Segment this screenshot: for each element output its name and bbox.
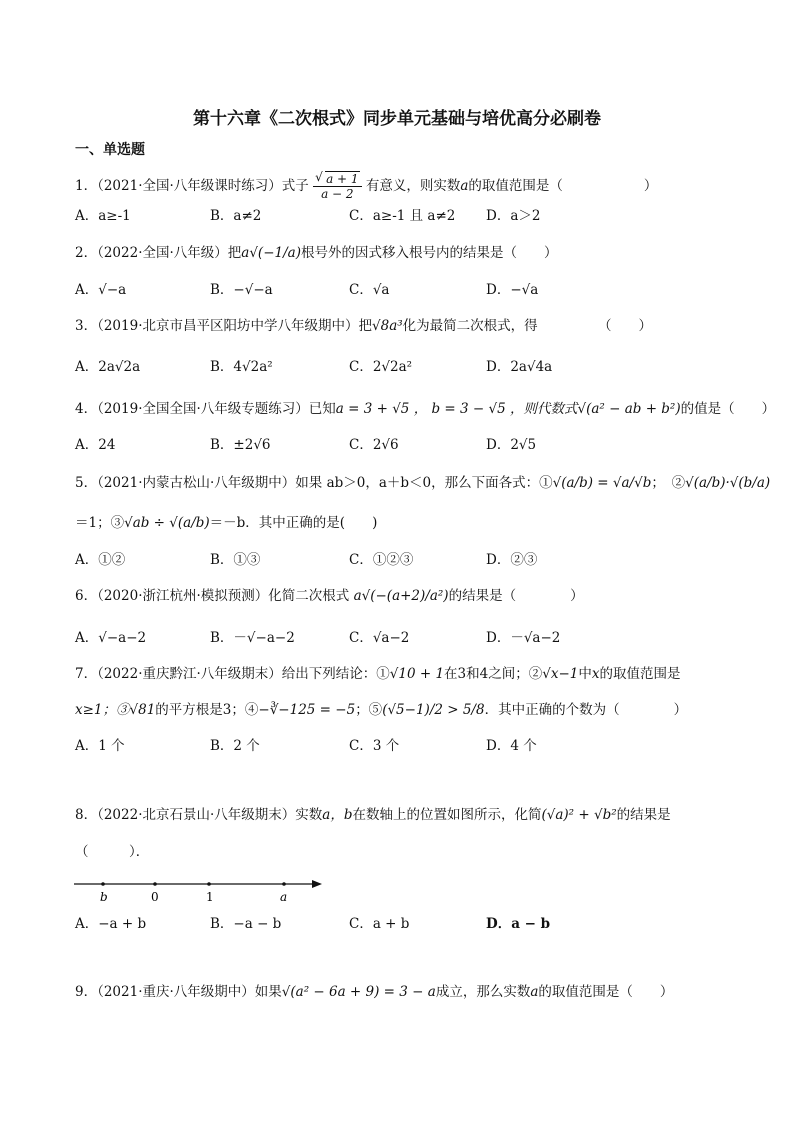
point-one bbox=[207, 882, 211, 886]
q4-expression: √(a² − ab + b²) bbox=[577, 401, 681, 417]
q9-expression: √(a² − 6a + 9) = 3 − a bbox=[281, 984, 436, 1000]
q7-option-c[interactable]: C．3 个 bbox=[349, 738, 400, 754]
q4-option-c[interactable]: C．2√6 bbox=[349, 437, 399, 453]
q1-option-a[interactable]: A．a≥-1 bbox=[75, 208, 131, 224]
question-5-line-2: ＝1；③√ab ÷ √(a/b)＝－b．其中正确的是( ) bbox=[75, 515, 378, 531]
question-5: 5．（2021·内蒙古松山·八年级期中）如果 ab＞0，a＋b＜0，那么下面各式：①√(a/b) = √a/√b； ②√(a/b)·√(b/a) bbox=[75, 475, 771, 491]
point-b bbox=[101, 882, 105, 886]
q2-expression: a√(−1/a) bbox=[241, 245, 301, 261]
section-heading: 一、单选题 bbox=[75, 142, 145, 158]
question-4: 4．（2019·全国全国·八年级专题练习）已知a = 3 + √5 ， b = 3 − √5 ，则代数式√(a² − ab + b²)的值是（ ） bbox=[75, 401, 776, 417]
question-8: 8．（2022·北京石景山·八年级期末）实数a，b在数轴上的位置如图所示，化简(√a)² + √b²的结果是 bbox=[75, 807, 671, 823]
page-title: 第十六章《二次根式》同步单元基础与培优高分必刷卷 bbox=[193, 109, 601, 129]
q2-option-a[interactable]: A．√−a bbox=[75, 282, 127, 298]
label-b: b bbox=[100, 890, 108, 904]
q6-option-a[interactable]: A．√−a−2 bbox=[75, 630, 147, 646]
q1-fraction: √ $\frac{a + 1}{a - 2}$ bbox=[313, 172, 361, 201]
q3-option-a[interactable]: A．2a√2a bbox=[75, 359, 141, 375]
question-2: 2．（2022·全国·八年级）把a√(−1/a)根号外的因式移入根号内的结果是（ ） bbox=[75, 245, 558, 261]
q1-option-d[interactable]: D．a＞2 bbox=[486, 208, 541, 224]
q4-option-d[interactable]: D．2√5 bbox=[486, 437, 537, 453]
q3-expression: √8a³ bbox=[372, 318, 403, 334]
q8-option-c[interactable]: C．a + b bbox=[349, 916, 410, 932]
q1-option-c[interactable]: C．a≥-1 且 a≠2 bbox=[349, 208, 456, 224]
q8-answer-paren: （ ）． bbox=[75, 844, 150, 860]
q3-answer-paren: （ ） bbox=[598, 318, 652, 334]
q4-option-b[interactable]: B．±2√6 bbox=[210, 437, 271, 453]
q8-option-a[interactable]: A．−a + b bbox=[75, 916, 147, 932]
question-9: 9．（2021·重庆·八年级期中）如果√(a² − 6a + 9) = 3 − a成立，那么实数a的取值范围是（ ） bbox=[75, 984, 674, 1000]
q7-option-b[interactable]: B．2 个 bbox=[210, 738, 260, 754]
q6-option-c[interactable]: C．√a−2 bbox=[349, 630, 410, 646]
label-one: 1 bbox=[206, 890, 214, 904]
q3-option-b[interactable]: B．4√2a² bbox=[210, 359, 273, 375]
q4-option-a[interactable]: A．24 bbox=[75, 437, 116, 453]
q5-option-b[interactable]: B．①③ bbox=[210, 552, 261, 568]
q5-option-a[interactable]: A．①② bbox=[75, 552, 126, 568]
question-3: 3．（2019·北京市昌平区阳坊中学八年级期中）把√8a³化为最简二次根式，得 bbox=[75, 318, 538, 334]
q6-option-b[interactable]: B．－√−a−2 bbox=[210, 630, 295, 646]
point-zero bbox=[153, 882, 157, 886]
q6-option-d[interactable]: D．－√a−2 bbox=[486, 630, 561, 646]
q7-option-d[interactable]: D．4 个 bbox=[486, 738, 537, 754]
question-6: 6．（2020·浙江杭州·模拟预测）化简二次根式 a√(−(a+2)/a²)的结果是（ ） bbox=[75, 588, 584, 604]
q6-expression: a√(−(a+2)/a²) bbox=[353, 588, 449, 604]
question-7-line-2: x≥1；③√81的平方根是3；④−∛−125 = −5；⑤(√5−1)/2 > 5/8．其中正确的个数为（ ） bbox=[75, 702, 688, 718]
q2-option-c[interactable]: C．√a bbox=[349, 282, 390, 298]
question-7: 7．（2022·重庆黔江·八年级期末）给出下列结论：①√10 + 1在3和4之间；②√x−1中x的取值范围是 bbox=[75, 666, 681, 682]
q2-option-b[interactable]: B．−√−a bbox=[210, 282, 273, 298]
question-1: 1．（2021·全国·八年级课时练习）式子 √ $\frac{a + 1}{a - 2}$ 有意义，则实数a的取值范围是（ ） bbox=[75, 172, 657, 201]
label-a: a bbox=[280, 890, 288, 904]
q1-option-b[interactable]: B．a≠2 bbox=[210, 208, 262, 224]
arrow-head-icon bbox=[312, 880, 322, 888]
q2-option-d[interactable]: D．−√a bbox=[486, 282, 539, 298]
q8-option-b[interactable]: B．−a − b bbox=[210, 916, 282, 932]
q5-option-d[interactable]: D．②③ bbox=[486, 552, 538, 568]
point-a bbox=[282, 882, 286, 886]
label-zero: 0 bbox=[151, 890, 159, 904]
q8-option-d[interactable]: D．a − b bbox=[486, 916, 551, 932]
q7-option-a[interactable]: A．1 个 bbox=[75, 738, 125, 754]
number-line-figure bbox=[74, 870, 334, 910]
q5-option-c[interactable]: C．①②③ bbox=[349, 552, 414, 568]
q8-expression: (√a)² + √b² bbox=[541, 807, 617, 823]
q3-option-d[interactable]: D．2a√4a bbox=[486, 359, 553, 375]
q3-option-c[interactable]: C．2√2a² bbox=[349, 359, 413, 375]
